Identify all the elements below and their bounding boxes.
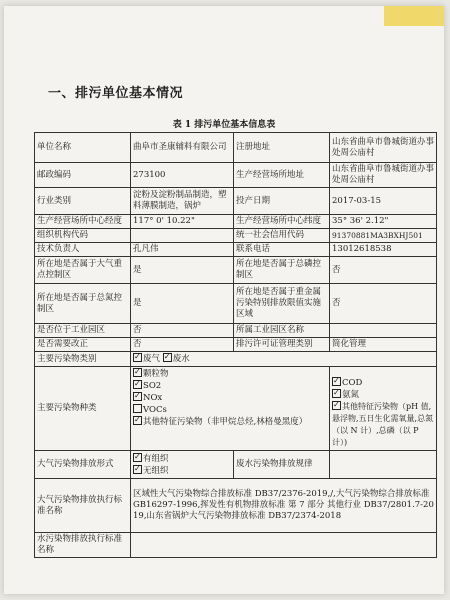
option-label: 氨氮: [342, 390, 360, 400]
label-start-date: 投产日期: [234, 188, 330, 215]
page-corner-tab: [384, 6, 444, 26]
label-postcode: 邮政编码: [35, 163, 131, 188]
table-row: [35, 284, 437, 324]
table-row: [35, 215, 437, 229]
label-pollutant-types: 主要污染物类别: [35, 352, 131, 367]
option-label: VOCs: [143, 405, 167, 415]
value-prod-address: 山东省曲阜市鲁城街道办事处周公庙村: [330, 163, 437, 188]
value-reg-address: 山东省曲阜市鲁城街道办事处周公庙村: [330, 133, 437, 163]
value-air-discharge: [131, 451, 234, 479]
value-start-date: 2017-03-15: [330, 188, 437, 215]
label-latitude: 生产经营场所中心纬度: [234, 215, 330, 229]
label-need-fix: 是否需要改正: [35, 338, 131, 352]
table-row: [35, 479, 437, 533]
option-label: 有组织: [143, 453, 169, 464]
value-longitude: 117° 0' 10.22": [131, 215, 234, 229]
checkbox-icon: [133, 404, 142, 413]
checkbox-icon: [133, 380, 142, 389]
table-caption: 表 1 排污单位基本信息表: [172, 120, 276, 130]
table-row: [35, 229, 437, 243]
label-key-metal: 所在地是否属于重金属污染特别排放限值实施区域: [234, 284, 330, 324]
section-title: 一、排污单位基本情况: [48, 86, 184, 101]
value-air-standard: 区域性大气污染物综合排放标准 DB37/2376-2019,/,大气污染物综合排放标准 GB16297-1996,挥发性有机物排放标准 第 7 部分 其他行业 DB37/2801.7-2019,山东省锅炉大气污染物排放标准 DB37/2374-2018: [131, 479, 437, 533]
value-park-name: [330, 324, 437, 338]
document-page: [4, 6, 444, 594]
label-water-rule: 废水污染物排放规律: [234, 451, 330, 479]
option-label: 其他特征污染物（pH 值,悬浮物,五日生化需氧量,总氮（以 N 计）,总磷（以 P 计）): [332, 402, 434, 447]
label-org-code: 组织机构代码: [35, 229, 131, 243]
checkbox-icon: [133, 368, 142, 377]
checkbox-icon: [332, 377, 341, 386]
option-label: 废水: [172, 354, 190, 364]
table-row: [35, 451, 437, 479]
value-org-code: [131, 229, 234, 243]
option-label: 无组织: [143, 465, 169, 476]
label-credit-code: 统一社会信用代码: [234, 229, 330, 243]
label-key-phos: 所在地是否属于总磷控制区: [234, 257, 330, 284]
table-row: [35, 243, 437, 257]
table-row: [35, 533, 437, 558]
value-key-air: 是: [131, 257, 234, 284]
value-pollutant-types: [131, 352, 437, 367]
label-industry: 行业类别: [35, 188, 131, 215]
option-label: NOx: [143, 393, 163, 403]
label-reg-address: 注册地址: [234, 133, 330, 163]
value-phone: 13012618538: [330, 243, 437, 257]
value-need-fix: 否: [131, 338, 234, 352]
value-postcode: 273100: [131, 163, 234, 188]
value-in-park: 否: [131, 324, 234, 338]
checkbox-icon: [133, 453, 142, 462]
label-in-park: 是否位于工业园区: [35, 324, 131, 338]
label-key-air: 所在地是否属于大气重点控制区: [35, 257, 131, 284]
info-table: [34, 132, 437, 558]
value-credit-code: 91370881MA3BXHJ501: [330, 229, 437, 243]
checkbox-icon: [133, 392, 142, 401]
table-row: [35, 188, 437, 215]
value-unit-name: 曲阜市圣康辅料有限公司: [131, 133, 234, 163]
table-row: [35, 324, 437, 338]
water-pollutant-list: [330, 367, 437, 451]
label-air-standard: 大气污染物排放执行标准名称: [35, 479, 131, 533]
checkbox-icon: [332, 389, 341, 398]
label-permit-type: 排污许可证管理类别: [234, 338, 330, 352]
value-key-metal: 否: [330, 284, 437, 324]
table-row: [35, 367, 437, 451]
label-phone: 联系电话: [234, 243, 330, 257]
air-pollutant-list: [131, 367, 330, 451]
label-longitude: 生产经营场所中心经度: [35, 215, 131, 229]
value-key-nitrogen: 是: [131, 284, 234, 324]
option-label: COD: [342, 378, 363, 388]
option-label: SO2: [143, 381, 162, 391]
option-label: 其他特征污染物（非甲烷总烃,林格曼黑度）: [143, 417, 308, 427]
value-industry: 淀粉及淀粉制品制造，塑料薄膜制造，锅炉: [131, 188, 234, 215]
table-row: [35, 257, 437, 284]
label-key-nitrogen: 所在地是否属于总氮控制区: [35, 284, 131, 324]
table-row: [35, 338, 437, 352]
label-tech-lead: 技术负责人: [35, 243, 131, 257]
table-row: [35, 133, 437, 163]
checkbox-icon: [163, 353, 172, 362]
value-key-phos: 否: [330, 257, 437, 284]
label-air-discharge: 大气污染物排放形式: [35, 451, 131, 479]
label-water-standard: 水污染物排放执行标准名称: [35, 533, 131, 558]
value-latitude: 35° 36' 2.12": [330, 215, 437, 229]
label-park-name: 所属工业园区名称: [234, 324, 330, 338]
value-water-standard: [131, 533, 437, 558]
label-unit-name: 单位名称: [35, 133, 131, 163]
checkbox-icon: [133, 416, 142, 425]
table-row: [35, 352, 437, 367]
option-label: 废气: [143, 354, 161, 364]
label-pollutant-kinds: 主要污染物种类: [35, 367, 131, 451]
label-prod-address: 生产经营场所地址: [234, 163, 330, 188]
option-label: 颗粒物: [143, 369, 169, 379]
checkbox-icon: [133, 353, 142, 362]
value-permit-type: 简化管理: [330, 338, 437, 352]
checkbox-icon: [332, 401, 341, 410]
value-tech-lead: 孔凡伟: [131, 243, 234, 257]
table-row: [35, 163, 437, 188]
checkbox-icon: [133, 465, 142, 474]
value-water-rule: [330, 451, 437, 479]
